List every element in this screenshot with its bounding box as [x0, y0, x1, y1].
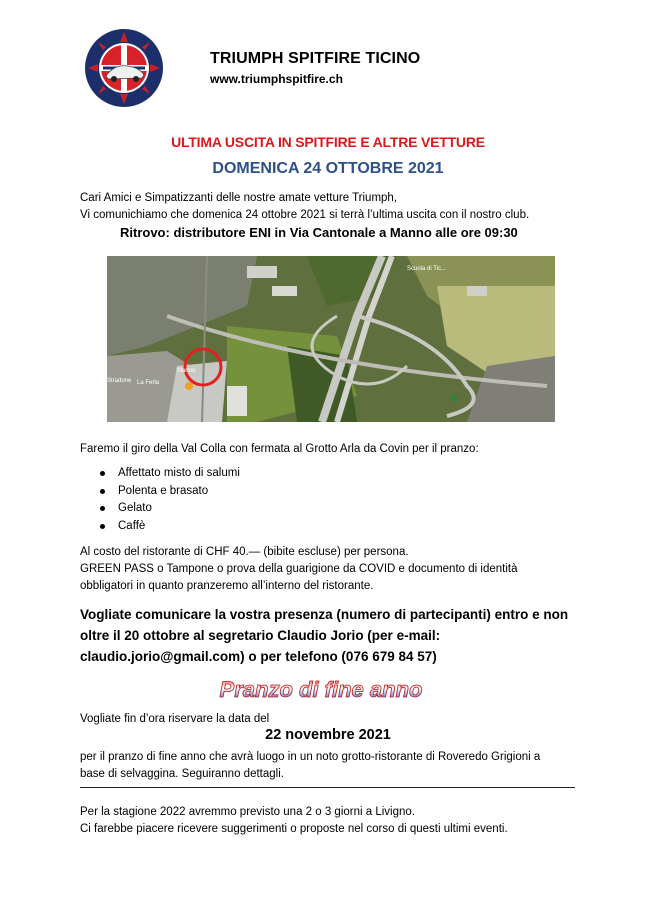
- dinner-line-1: per il pranzo di fine anno che avrà luogo in un noto grotto-ristorante di Roveredo Grigioni a: [80, 751, 541, 763]
- rsvp-line-2: oltre il 20 ottobre al segretario Claudio Jorio (per e-mail:: [80, 628, 441, 643]
- cost-line-1: Al costo del ristorante di CHF 40.— (bibite escluse) per persona.: [80, 546, 409, 558]
- list-item: Affettato misto di salumi: [96, 465, 240, 483]
- cost-line-2: GREEN PASS o Tampone o prova della guarigione da COVID e documento di identità: [80, 563, 518, 575]
- rsvp-line-1: Vogliate comunicare la vostra presenza (numero di partecipanti) entro e non: [80, 607, 569, 622]
- list-item: Caffè: [96, 518, 240, 536]
- tour-text: Faremo il giro della Val Colla con fermata al Grotto Arla da Covin per il pranzo:: [80, 443, 479, 455]
- dinner-banner: [214, 674, 428, 704]
- rsvp-line-3[interactable]: claudio.jorio@gmail.com) o per telefono (076 679 84 57): [80, 649, 437, 664]
- season-line-2: Ci farebbe piacere ricevere suggerimenti o proposte nel corso di questi ultimi eventi.: [80, 823, 508, 835]
- club-name: TRIUMPH SPITFIRE TICINO: [210, 50, 421, 67]
- map-label-ferla: La Ferla: [137, 380, 160, 386]
- satellite-map: [107, 256, 555, 422]
- list-item: Polenta e brasato: [96, 483, 240, 501]
- cost-line-3: obbligatori in quanto pranzeremo all’interno del ristorante.: [80, 580, 374, 592]
- club-logo: [84, 28, 164, 108]
- dinner-line-2: base di selvaggina. Seguiranno dettagli.: [80, 768, 284, 780]
- svg-text:Pranzo di fine anno: Pranzo di fine anno: [219, 677, 423, 702]
- reserve-text: Vogliate fin d’ora riservare la data del: [80, 713, 270, 725]
- event-title: ULTIMA USCITA IN SPITFIRE E ALTRE VETTURE: [171, 134, 485, 150]
- bullet-icon: [100, 489, 105, 494]
- event-date: DOMENICA 24 OTTOBRE 2021: [212, 160, 444, 177]
- intro-line-1: Cari Amici e Simpatizzanti delle nostre amate vetture Triumph,: [80, 192, 398, 204]
- map-label-manno: Manno: [177, 368, 196, 374]
- dinner-date: 22 novembre 2021: [265, 727, 391, 743]
- rsvp-block: [80, 604, 568, 667]
- season-line-1: Per la stagione 2022 avremmo previsto una 2 o 3 giorni a Livigno.: [80, 806, 415, 818]
- map-label-stradone: Stradone: [107, 378, 132, 384]
- map-label-school: Scuola di Tic...: [407, 266, 447, 272]
- club-website[interactable]: www.triumphspitfire.ch: [210, 72, 343, 86]
- bullet-icon: [100, 506, 105, 511]
- list-item: Gelato: [96, 500, 240, 518]
- intro-line-2: Vi comunichiamo che domenica 24 ottobre 2021 si terrà l’ultima uscita con il nostro club.: [80, 209, 530, 221]
- lunch-menu: [96, 465, 240, 535]
- meeting-point: Ritrovo: distributore ENI in Via Cantonale a Manno alle ore 09:30: [120, 225, 518, 240]
- bullet-icon: [100, 524, 105, 529]
- bullet-icon: [100, 471, 105, 476]
- divider: [80, 787, 575, 788]
